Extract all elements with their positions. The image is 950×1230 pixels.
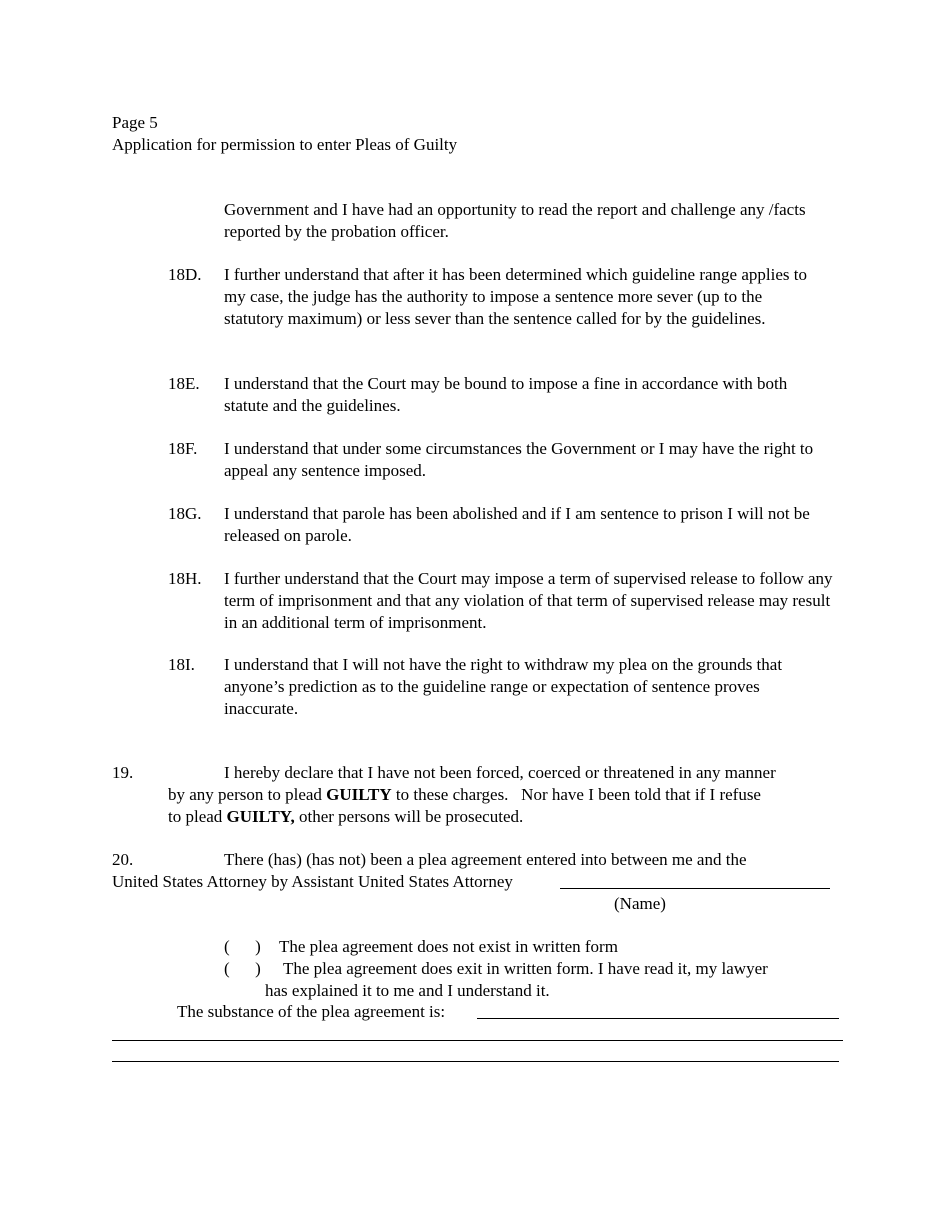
item-18h-label: 18H. [168, 569, 202, 588]
page-number: Page 5 [112, 113, 158, 132]
item-18f-label: 18F. [168, 439, 198, 458]
name-caption: (Name) [614, 894, 666, 913]
option-1-text: The plea agreement does not exist in written form [279, 937, 618, 956]
option-2-text: The plea agreement does exit in written form. I have read it, my lawyer [283, 959, 768, 978]
item-18g-label: 18G. [168, 504, 202, 523]
substance-label: The substance of the plea agreement is: [177, 1002, 446, 1021]
item-19-line1: I hereby declare that I have not been forced, coerced or threatened in any manner [224, 763, 776, 782]
substance-field-line-2[interactable] [112, 1040, 843, 1041]
item-18d-text: I further understand that after it has been determined which guideline range applies to my case, the judge has the authority to impose a sentence more sever (up to the statutory maximum) or less sever than the sentence called for by the guidelines. [224, 265, 807, 328]
substance-field-line-1[interactable] [477, 1018, 839, 1019]
option-1-checkbox[interactable]: ( ) [224, 937, 261, 956]
item-19-line3: to plead GUILTY, other persons will be prosecuted. [168, 807, 524, 826]
item-18g-text: I understand that parole has been abolished and if I am sentence to prison I will not be released on parole. [224, 504, 810, 545]
page-header [112, 112, 457, 156]
item-18h-text: I further understand that the Court may impose a term of supervised release to follow any term of imprisonment and that any violation of that term of supervised release may result in an additional term of imprisonment. [224, 569, 833, 632]
item-18f-text: I understand that under some circumstances the Government or I may have the right to appeal any sentence imposed. [224, 439, 814, 480]
attorney-name-field[interactable] [560, 888, 830, 889]
substance-field-line-3[interactable] [112, 1061, 839, 1062]
item-20-line2: United States Attorney by Assistant United States Attorney [112, 872, 513, 891]
guilty-emphasis-2: GUILTY, [226, 807, 295, 826]
item-20-line1: There (has) (has not) been a plea agreement entered into between me and the [224, 850, 747, 869]
item-18d-label: 18D. [168, 265, 202, 284]
item-18i-label: 18I. [168, 655, 195, 674]
item-18e-label: 18E. [168, 374, 200, 393]
item-19-line2: by any person to plead GUILTY to these charges. Nor have I been told that if I refuse [168, 785, 761, 804]
item-19-number: 19. [112, 763, 134, 782]
item-20-number: 20. [112, 850, 134, 869]
guilty-emphasis: GUILTY [326, 785, 392, 804]
item-18e-text: I understand that the Court may be bound to impose a fine in accordance with both statute and the guidelines. [224, 374, 788, 415]
option-2-continuation: has explained it to me and I understand it. [265, 981, 550, 1000]
item-18i-text: I understand that I will not have the right to withdraw my plea on the grounds that anyone’s prediction as to the guideline range or expectation of sentence proves inaccurate. [224, 655, 783, 718]
continuation-paragraph: Government and I have had an opportunity to read the report and challenge any /facts reported by the probation officer. [224, 200, 806, 241]
document-title: Application for permission to enter Pleas of Guilty [112, 134, 458, 154]
option-2-checkbox[interactable]: ( ) [224, 959, 261, 978]
